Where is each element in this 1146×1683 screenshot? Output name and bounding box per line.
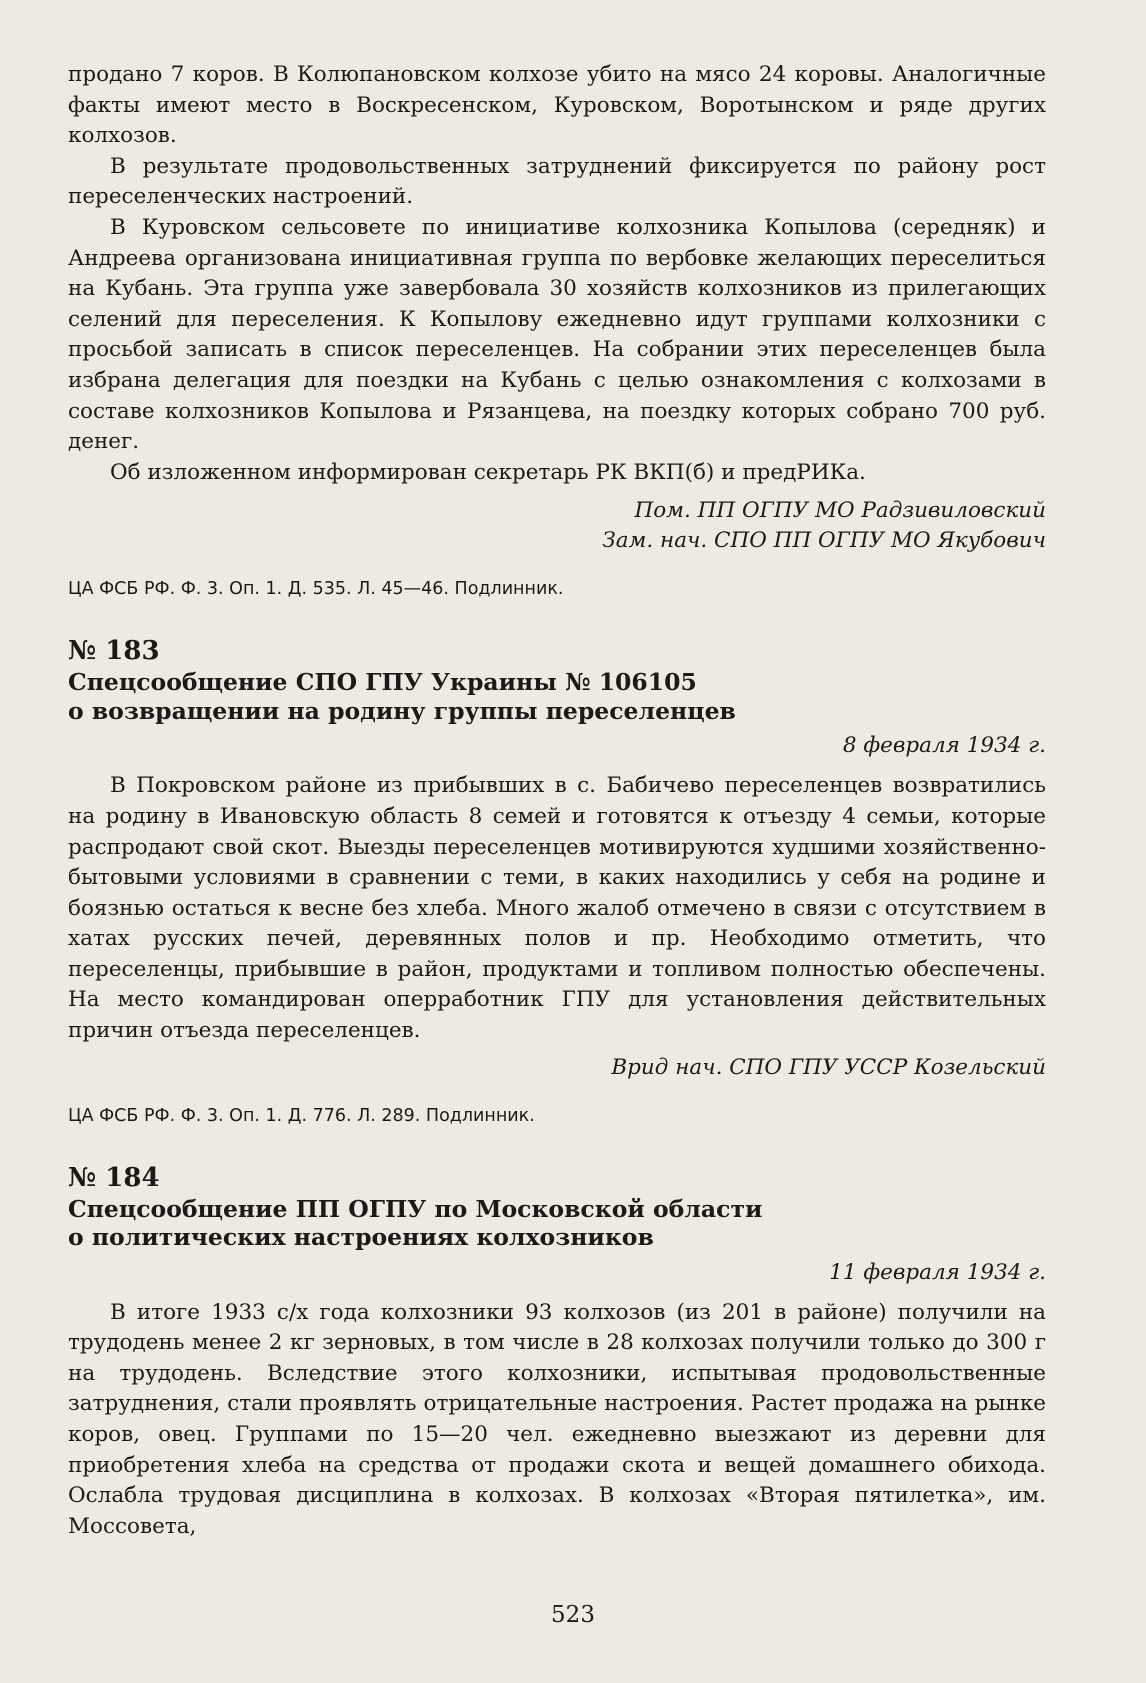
body-paragraph: В Куровском сельсовете по инициативе колхозника Копылова (середняк) и Андреева организована инициативная группа по вербовке желающих переселиться на Кубань. Эта группа уже завербовала 30 хозяйств колхозников из прилегающих селений для переселения. К Копылову ежедневно идут группами колхозники с просьбой записать в список переселенцев. На собрании этих переселенцев была избрана делегация для поездки на Кубань с целью ознакомления с колхозами в составе колхозников Копылова и Рязанцева, на поездку которых собрано 700 руб. денег. bbox=[68, 214, 1046, 455]
page-number: 523 bbox=[551, 1602, 595, 1628]
body-paragraph: Об изложенном информирован секретарь РК ВКП(б) и предРИКа. bbox=[110, 459, 866, 485]
archive-source: ЦА ФСБ РФ. Ф. 3. Оп. 1. Д. 535. Л. 45—46. Подлинник. bbox=[68, 579, 564, 600]
document-number: № 184 bbox=[68, 1162, 160, 1193]
document-title-line: о политических настроениях колхозников bbox=[68, 1223, 654, 1252]
signature-line: Врид нач. СПО ГПУ УССР Козельский bbox=[611, 1054, 1046, 1080]
document-183 bbox=[68, 636, 1046, 1128]
body-paragraph: В результате продовольственных затруднений фиксируется по району рост переселенческих настроений. bbox=[68, 153, 1046, 210]
document-number: № 183 bbox=[68, 636, 160, 667]
document-title-line: Спецсообщение ПП ОГПУ по Московской области bbox=[68, 1194, 763, 1223]
archive-source: ЦА ФСБ РФ. Ф. 3. Оп. 1. Д. 776. Л. 289. Подлинник. bbox=[68, 1105, 535, 1126]
body-paragraph: продано 7 коров. В Колюпановском колхозе убито на мясо 24 коровы. Аналогичные факты имеют место в Воскресенском, Куровском, Воротынском и ряде других колхозов. bbox=[68, 62, 1046, 149]
body-paragraph: В итоге 1933 с/х года колхозники 93 колхозов (из 201 в районе) получили на трудодень менее 2 кг зерновых, в том числе в 28 колхозах получили только до 300 г на трудодень. Вследствие этого колхозники, испытывая продовольственные затруднения, стали проявлять отрицательные настроения. Растет продажа на рынке коров, овец. Группами по 15—20 чел. ежедневно выезжают из деревни для приобретения хлеба на средства от продажи скота и вещей домашнего обихода. Ослабла трудовая дисциплина в колхозах. В колхозах «Вторая пятилетка», им. Моссовета, bbox=[68, 1299, 1046, 1539]
document-date: 8 февраля 1934 г. bbox=[842, 733, 1046, 759]
document-title-line: Спецсообщение СПО ГПУ Украины № 106105 bbox=[68, 668, 697, 697]
document-184 bbox=[68, 1163, 1046, 1543]
signature-line: Пом. ПП ОГПУ МО Радзивиловский bbox=[634, 498, 1046, 524]
signature-line: Зам. нач. СПО ПП ОГПУ МО Якубович bbox=[602, 528, 1046, 554]
body-paragraph: В Покровском районе из прибывших в с. Бабичево переселенцев возвратились на родину в Ивановскую область 8 семей и готовятся к отъезду 4 семьи, которые распродают свой скот. Выезды переселенцев мотивируются худшими хозяйственно-бытовыми условиями в сравнении с теми, в каких находились у себя на родине и боязнью остаться к весне без хлеба. Много жалоб отмечено в связи с отсутствием в хатах русских печей, деревянных полов и пр. Необходимо отметить, что переселенцы, прибывшие в район, продуктами и топливом полностью обеспечены. На место командирован оперработник ГПУ для установления действительных причин отъезда переселенцев. bbox=[68, 773, 1046, 1044]
continued-report bbox=[68, 60, 1046, 602]
document-title-line: о возвращении на родину группы переселенцев bbox=[68, 696, 736, 725]
document-date: 11 февраля 1934 г. bbox=[829, 1259, 1046, 1285]
